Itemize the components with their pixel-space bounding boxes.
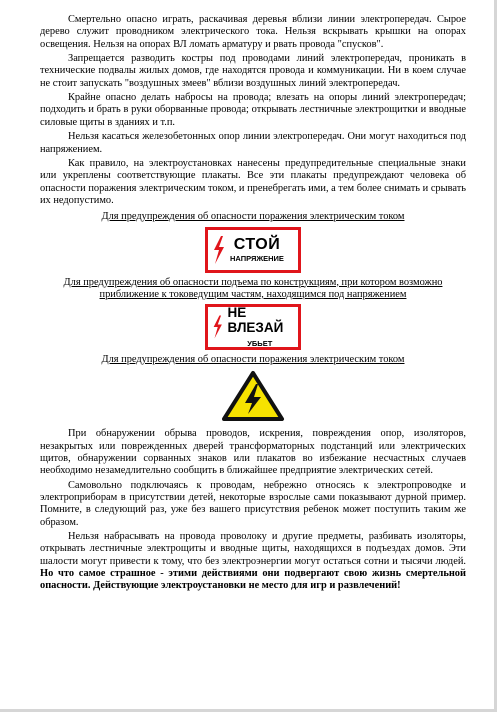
paragraph-report: При обнаружении обрыва проводов, искрения, повреждения опор, изоляторов, незакрытых или поврежденных дверей трансформаторных подстанций или электрических щитов, обнаружении сорванных знаков или плакатов во избежание несчастных случаев необходимо незамедлительно сообщить в ближайшее предприятие электрических сетей. — [40, 428, 466, 477]
sign-dont-climb — [205, 304, 301, 350]
paragraph-fires: Запрещается разводить костры под проводами линий электропередач, проникать в технические подвалы жилых домов, где находятся провода и коммуникации. Ни в коем случае не стоит запускать "воздушных змеев" вблизи воздушных линий электропередач. — [40, 53, 466, 89]
sign-stop-voltage — [205, 227, 301, 273]
sign-dont-climb-title: НЕ ВЛЕЗАЙ — [227, 305, 284, 335]
paragraph-signs: Как правило, на электроустановках нанесены предупредительные специальные знаки или укреплены соответствующие плакаты. Все эти плакаты предупреждают человека об опасности поражения электрическим током, и пренебрегать ими, а тем более снимать и срывать их недопустимо. — [40, 158, 466, 206]
paragraph-final — [40, 531, 466, 592]
lightning-bolt-icon — [212, 313, 224, 341]
final-plain-text: Нельзя набрасывать на провода проволоку и другие предметы, разбивать изоляторы, открывать лестничные электрощиты и вводные щиты, находящихся в подъездах домов. Эти шалости могут привести к тому, что без электроэнергии могут остаться сотни и тысячи людей. — [40, 531, 466, 567]
document-body — [40, 14, 466, 595]
paragraph-trees: Смертельно опасно играть, раскачивая деревья вблизи линии электропередач. Сырое дерево служит проводником электрического тока. Нельзя вскрывать крышки на опорах освещения. Нельзя на опорах ВЛ ломать арматуру и рвать провода "спусков". — [40, 14, 466, 50]
caption-climb-warning: Для предупреждения об опасности подъема по конструкциям, при котором возможно приближение к токоведущим частям, находящимся под напряжением — [63, 276, 443, 300]
sign-dont-climb-row — [40, 304, 466, 350]
sign-stop-title: СТОЙ — [233, 235, 281, 253]
caption-shock-warning-2: Для предупреждения об опасности поражения электрическим током — [101, 354, 405, 366]
sign-stop-row — [40, 227, 466, 273]
final-bold-warning: Но что самое страшное - этими действиями они подвергают свою жизнь смертельной опасности. Действующие электроустановки не место для игр и развлечений! — [40, 568, 466, 592]
triangle-sign-row — [40, 370, 466, 422]
paragraph-supports: Нельзя касаться железобетонных опор линии электропередач. Они могут находиться под напряжением. — [40, 131, 466, 155]
paragraph-adults-example: Самовольно подключаясь к проводам, небрежно относясь к электропроводке и электроприборам в присутствии детей, некоторые взрослые сами показывают дурной пример. Помните, в следующий раз, уже без вашего присутствия ребенок может поступить таким же образом. — [40, 479, 466, 528]
sign-stop-subtitle: НАПРЯЖЕНИЕ — [230, 254, 284, 264]
sign-dont-climb-subtitle: УБЬЕТ — [247, 338, 273, 348]
lightning-bolt-icon — [212, 236, 226, 264]
high-voltage-triangle-icon — [221, 370, 285, 422]
caption-shock-warning: Для предупреждения об опасности поражения электрическим током — [101, 211, 405, 223]
paragraph-wires: Крайне опасно делать набросы на провода; влезать на опоры линий электропередач; подходить и брать в руки оборванные провода; открывать лестничные электрощитки и вводные силовые щиты в зданиях и т.п. — [40, 92, 466, 128]
